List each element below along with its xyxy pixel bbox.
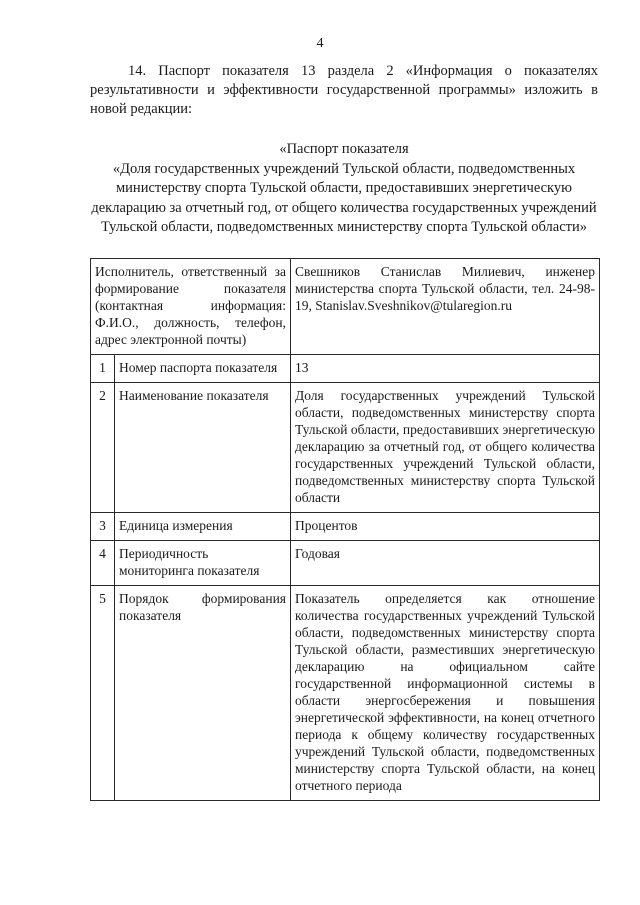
row-value: Доля государственных учреждений Тульской области, подведомственных министерству спорта Тульской области, предоставивших энергетическую декларацию за отчетный год, от общего количества государственных учреждений Тульской области, подведомственных министерству спорта Тульской области [291, 383, 600, 513]
table-row [91, 541, 600, 586]
table-row [91, 383, 600, 513]
row-label: Периодичность мониторинга показателя [115, 541, 291, 586]
passport-title-block [90, 140, 598, 238]
row-number: 2 [91, 383, 115, 513]
row-number: 4 [91, 541, 115, 586]
row-value: Процентов [291, 513, 600, 541]
row-value: 13 [291, 355, 600, 383]
row-label: Номер паспорта показателя [115, 355, 291, 383]
row-number: 5 [91, 586, 115, 801]
intro-paragraph: 14. Паспорт показателя 13 раздела 2 «Информация о показателях результативности и эффективности государственной программы» изложить в новой редакции: [90, 63, 598, 117]
executor-value: Свешников Станислав Милиевич, инженер министерства спорта Тульской области, тел. 24-98-19, Stanislav.Sveshnikov@tularegion.ru [291, 259, 600, 355]
page-number: 4 [316, 36, 324, 51]
passport-heading: «Паспорт показателя [279, 141, 409, 157]
row-value: Показатель определяется как отношение количества государственных учреждений Тульской области, подведомственных министерству спорта Тульской области, разместивших энергетическую декларацию на официальном сайте государственной информационной системы в области энергосбережения и повышения энергетической эффективности, на конец отчетного периода к общему количеству государственных учреждений Тульской области, подведомственных министерству спорта Тульской области, на конец отчетного периода [291, 586, 600, 801]
row-label: Единица измерения [115, 513, 291, 541]
table-row [91, 513, 600, 541]
passport-subheading: «Доля государственных учреждений Тульской области, подведомственных министерству спорта Тульской области, предоставивших энергетическую декларацию за отчетный год, от общего количества государственных учреждений Тульской области, подведомственных министерству спорта Тульской области» [91, 160, 597, 235]
row-number: 1 [91, 355, 115, 383]
row-value: Годовая [291, 541, 600, 586]
row-label: Наименование показателя [115, 383, 291, 513]
row-label: Порядок формирования показателя [115, 586, 291, 801]
table-row [91, 355, 600, 383]
executor-label: Исполнитель, ответственный за формирование показателя (контактная информация: Ф.И.О., должность, телефон, адрес электронной почты) [91, 259, 291, 355]
table-row [91, 586, 600, 801]
table-row-executor [91, 259, 600, 355]
passport-table [90, 258, 600, 801]
row-number: 3 [91, 513, 115, 541]
